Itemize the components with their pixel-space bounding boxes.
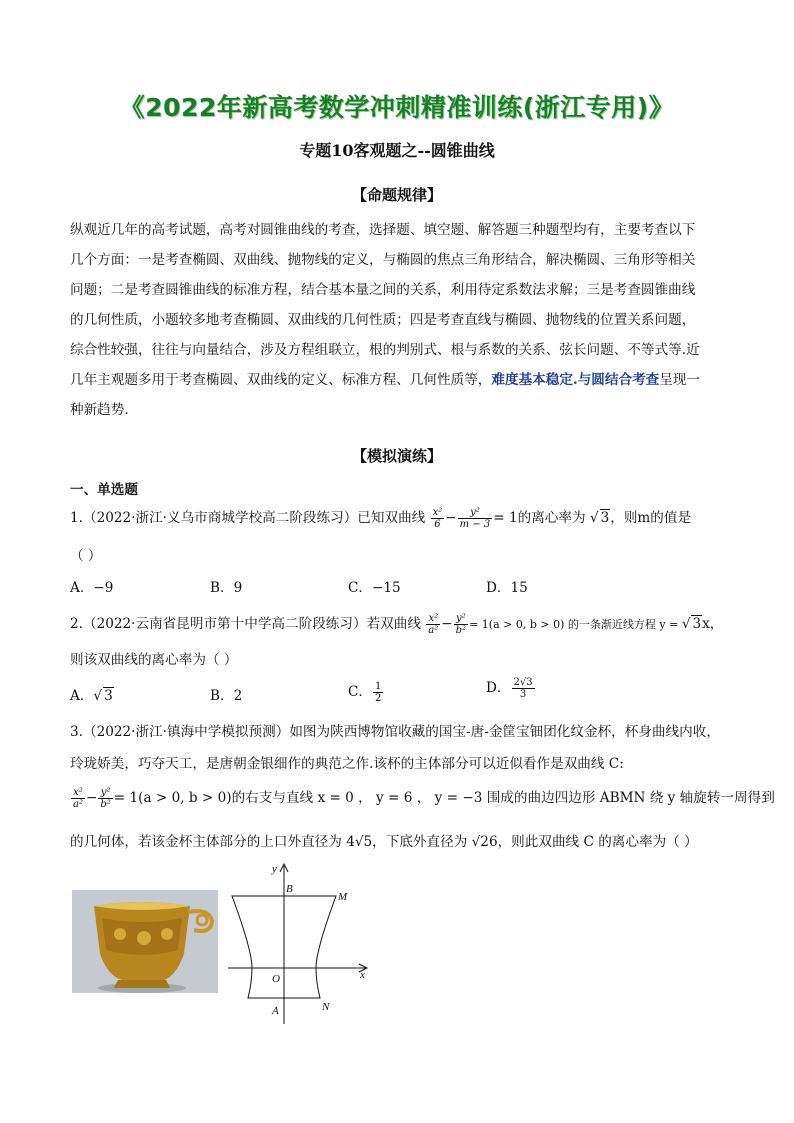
rules-line-6-tail: 呈现一 (659, 372, 701, 388)
q3-line-3: $\frac{\text{x²}}{\text{a²}}$ − $\frac{\text{y²}}{\text{b²}}$ = 1(a > 0, b > 0)的右支与直线 x = 0 ， y = 6 ， y = −3 围成的曲边四边形 ABMN 绕 y 轴旋转一周得到 (73, 787, 775, 810)
q2-option-d[interactable]: D． $\frac{2√3}{3}$ (486, 677, 533, 700)
document-subtitle: 专题10客观题之--圆锥曲线 (299, 141, 495, 160)
q2-lead: 2.（2022·云南省昆明市第十中学高二阶段练习）若双曲线 (70, 616, 421, 632)
rules-line-6 (70, 365, 720, 395)
q1-option-d[interactable]: D．15 (486, 580, 528, 596)
rules-line-7: 种新趋势. (70, 402, 129, 418)
document-title: 《2022年新高考数学冲刺精准训练(浙江专用)》 (119, 93, 675, 122)
q2-line-2: 则该双曲线的离心率为（ ） (70, 652, 238, 668)
section-heading-rules: 【命题规律】 (351, 186, 442, 204)
rules-emphasis: 难度基本稳定.与圆结合考查 (491, 372, 660, 388)
label-b: B (286, 883, 293, 895)
rules-line-6-text: 几年主观题多用于考查椭圆、双曲线的定义、标准方程、几何性质等， (70, 372, 492, 388)
label-n: N (322, 1001, 330, 1013)
q1-eq: = 1的离心率为 (493, 510, 586, 526)
q1-option-a[interactable]: A．−9 (70, 580, 114, 596)
q1-lead: 1.（2022·浙江·义乌市商城学校高二阶段练习）已知双曲线 (70, 510, 426, 526)
q1-option-b[interactable]: B．9 (210, 580, 243, 596)
q1-tail: ，则m的值是 (610, 510, 692, 526)
label-o: O (272, 973, 280, 985)
q2-option-b[interactable]: B．2 (210, 688, 243, 704)
rules-line-1: 纵观近几年的高考试题，高考对圆锥曲线的考查，选择题、填空题、解答题三种题型均有，主要考查以下 (70, 222, 696, 238)
q1-root: 3 (600, 510, 610, 526)
rules-paragraph (70, 215, 720, 425)
q3-line-2: 玲珑娇美，巧夺天工，是唐朝金银细作的典范之作.该杯的主体部分可以近似看作是双曲线 C: (70, 756, 624, 772)
q2-tail: x， (702, 616, 724, 632)
q1-option-c[interactable]: C．−15 (348, 580, 401, 596)
rules-line-5: 综合性较强，往往与向量结合，涉及方程组联立，根的判别式、根与系数的关系、弦长问题、不等式等.近 (70, 342, 700, 358)
label-m: M (338, 891, 348, 903)
label-a: A (272, 1005, 279, 1017)
q3-line-1: 3.（2022·浙江·镇海中学模拟预测）如图为陕西博物馆收藏的国宝-唐-金筐宝钿团化纹金杯，杯身曲线内收， (70, 724, 720, 740)
q1-fraction-y: $\frac{\text{y²}}{m - 3}$ (459, 507, 491, 530)
q1-fraction-x: $\frac{\text{x²}}{6}$ (432, 507, 443, 530)
q2-option-c[interactable]: C． $\frac{1}{2}$ (348, 681, 382, 704)
gold-cup-photo (72, 890, 218, 993)
hyperbola-diagram (228, 858, 378, 1028)
q1-paren: （ ） (70, 548, 102, 564)
q3-line-4: 的几何体，若该金杯主体部分的上口外直径为 4√5，下底外直径为 √26，则此双曲线 C 的离心率为（ ） (70, 834, 698, 850)
rules-line-2: 几个方面：一是考查椭圆、双曲线、抛物线的定义，与椭圆的焦点三角形结合，解决椭圆、三角形等相关 (70, 252, 696, 268)
label-x: x (360, 969, 365, 981)
rules-line-4: 的几何性质，小题较多地考查椭圆、双曲线的几何性质；四是考查直线与椭圆、抛物线的位置关系问题， (70, 312, 696, 328)
q2-option-a[interactable]: A．√ 3 (70, 688, 113, 704)
q2-condition: = 1(a > 0, b > 0) 的一条渐近线方程 y = (469, 618, 682, 631)
label-y: y (272, 863, 277, 875)
rules-line-3: 问题；二是考查圆锥曲线的标准方程，结合基本量之间的关系，利用待定系数法求解；三是考查圆锥曲线 (70, 282, 696, 298)
q3-line-3-text: = 1(a > 0, b > 0)的右支与直线 x = 0 ， y = 6 ， y = −3 围成的曲边四边形 ABMN 绕 y 轴旋转一周得到 (113, 790, 775, 806)
question-1-stem: 1.（2022·浙江·义乌市商城学校高二阶段练习）已知双曲线 $\frac{\text{x²}}{6}$ − $\frac{\text{y²}}{m - 3}$ = 1的离心率为 √ 3，则m的值是 (70, 507, 692, 530)
section-heading-practice: 【模拟演练】 (351, 447, 442, 465)
part-title: 一、单选题 (70, 482, 138, 498)
question-2-stem: 2.（2022·云南省昆明市第十中学高二阶段练习）若双曲线 $\frac{\text{x²}}{\text{a²}}$ − $\frac{\text{y²}}{\text{b²}}$ = 1(a > 0, b > 0) 的一条渐近线方程 y = √ 3x， (70, 613, 724, 636)
